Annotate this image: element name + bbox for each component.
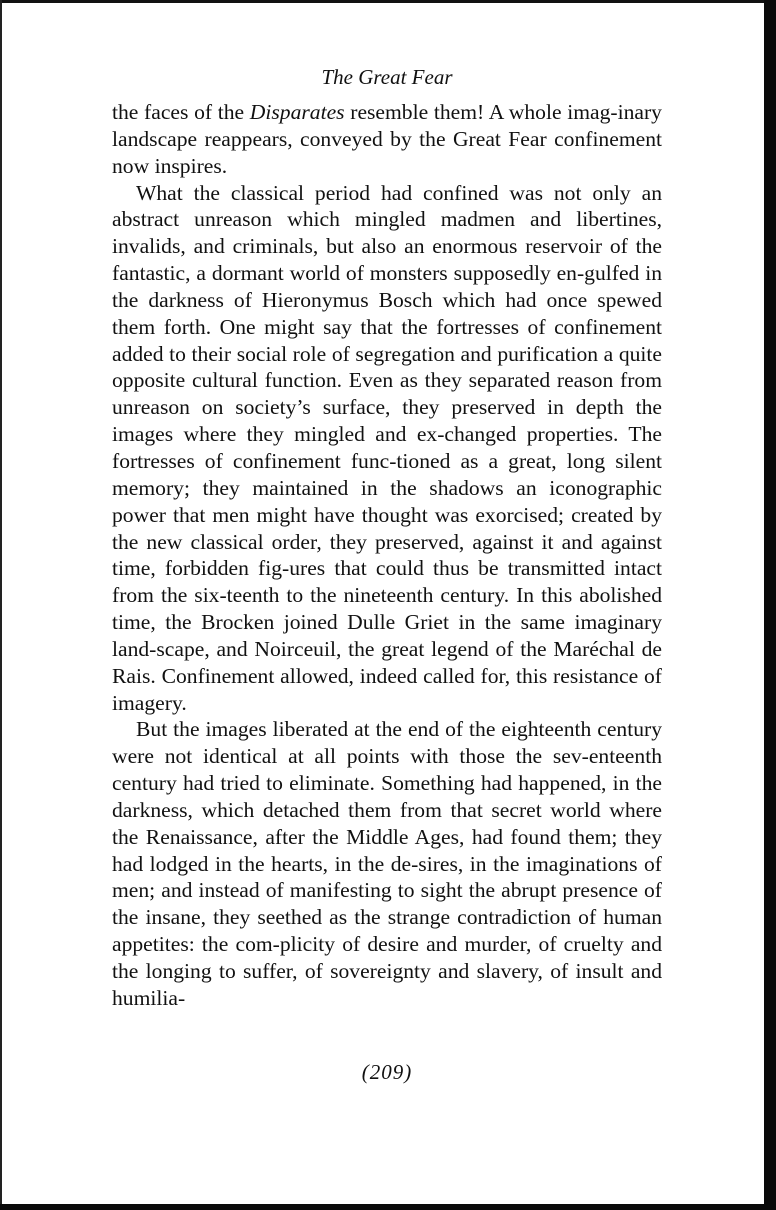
scan-border-left [0,0,2,1210]
running-head: The Great Fear [321,65,453,89]
paragraph-1-italic: Disparates [249,100,345,124]
paragraph-3: But the images liberated at the end of the eighteenth century were not identical at all points with those the sev-enteenth century had tried to eliminate. Something had happened, in the darkness, which detached them from that secret world where the Renaissance, after the Middle Ages, had found them; they had lodged in the hearts, in the de-sires, in the imaginations of men; and instead of manifesting to sight the abrupt presence of the insane, they seethed as the strange contradiction of human appetites: the com-plicity of desire and murder, of cruelty and the longing to suffer, of sovereignty and slavery, of insult and humilia- [112,717,662,1010]
paragraph-1-after: resemble them! A whole imag-inary landscape reappears, conveyed by the Great Fear confinement now inspires. [112,100,662,178]
scan-border-right [764,0,776,1210]
body-text [112,99,662,1012]
page-number: (209) [361,1060,413,1084]
paragraph-1-before: the faces of the [112,100,250,124]
paragraph-1 [112,99,662,180]
scan-border-top [0,0,776,3]
book-page [112,62,662,1012]
scan-border-bottom [0,1204,776,1210]
paragraph-2: What the classical period had confined was not only an abstract unreason which mingled madmen and libertines, invalids, and criminals, but also an enormous reservoir of the fantastic, a dormant world of monsters supposedly en-gulfed in the darkness of Hieronymus Bosch which had once spewed them forth. One might say that the fortresses of confinement added to their social role of segregation and purification a quite opposite cultural function. Even as they separated reason from unreason on society’s surface, they preserved in depth the images where they mingled and ex-changed properties. The fortresses of confinement func-tioned as a great, long silent memory; they maintained in the shadows an iconographic power that men might have thought was exorcised; created by the new classical order, they preserved, against it and against time, forbidden fig-ures that could thus be transmitted intact from the six-teenth to the nineteenth century. In this abolished time, the Brocken joined Dulle Griet in the same imaginary land-scape, and Noirceuil, the great legend of the Maréchal de Rais. Confinement allowed, indeed called for, this resistance of imagery. [112,180,662,715]
